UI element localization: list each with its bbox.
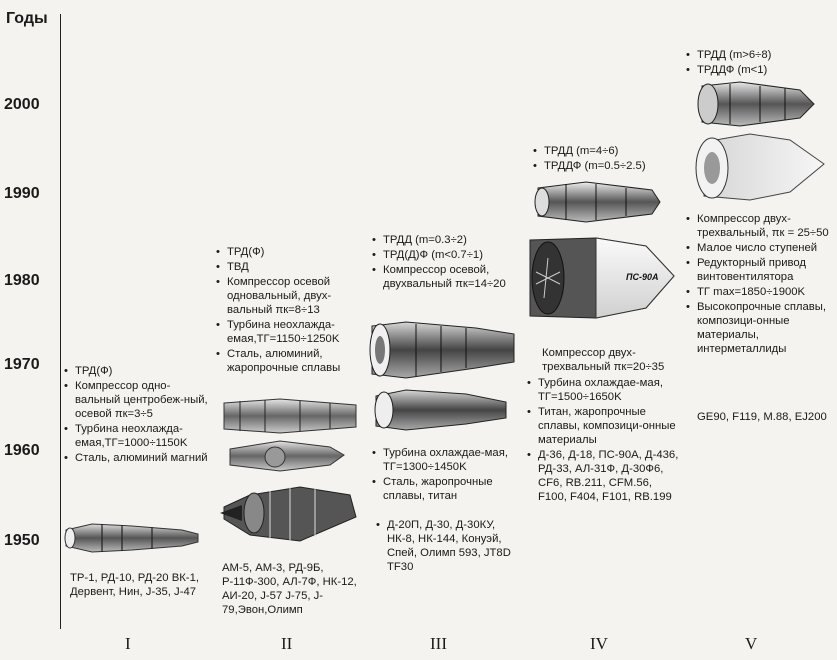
- gen5-engine-images: [690, 80, 830, 210]
- gen5-features: [686, 48, 826, 78]
- feature-item: • Турбина охлаждае-мая, TГ=1300÷1450K: [372, 446, 520, 474]
- feature-item: • ТВД: [216, 260, 364, 274]
- feature-item: • ТРДД (m>6÷8): [686, 48, 826, 62]
- y-axis-line: [60, 14, 61, 629]
- gen3-engine-images: [366, 318, 518, 442]
- gen5-engine-list: GE90, F119, M.88, EJ200: [697, 411, 827, 423]
- gen2-engine-list: АМ-5, АМ-3, РД-9Б, Р-11Ф-300, АЛ-7Ф, НК-12, АИ-20, J-57 J-75, J-79,Эвон,Олимп: [222, 562, 357, 616]
- year-label: 1960: [4, 442, 40, 459]
- feature-item: • Малое число ступеней: [686, 241, 831, 255]
- year-label: 1990: [4, 185, 40, 202]
- feature-item: • Турбина неохлажда-емая,TГ=1000÷1150K: [64, 422, 212, 450]
- feature-item: • TГ max=1850÷1900K: [686, 285, 831, 299]
- generation-label-4: IV: [590, 634, 608, 653]
- gen4-features: [533, 144, 683, 174]
- feature-item: • Д-20П, Д-30, Д-30КУ, НК-8, НК-144, Конуэй, Спей, Олимп 593, JT8D TF30: [376, 518, 521, 574]
- feature-item: • Компрессор двух-трехвальный, πк = 25÷50: [686, 212, 831, 240]
- feature-item: • Сталь, жаропрочные сплавы, титан: [372, 475, 520, 503]
- feature-item: • Сталь, алюминий, жаропрочные сплавы: [216, 347, 364, 375]
- feature-item: • Редукторный привод винтовентилятора: [686, 256, 831, 284]
- year-label: 1980: [4, 272, 40, 289]
- ps90-engine-label: ПС-90А: [626, 272, 659, 282]
- feature-item: • Компрессор одно-вальный центробеж-ный, осевой πк=3÷5: [64, 379, 212, 421]
- gen4-features-2: [527, 376, 682, 505]
- generation-label-3: III: [430, 634, 447, 653]
- feature-item: • ТРДДФ (m<1): [686, 63, 826, 77]
- gen3-engine-list: [376, 518, 521, 575]
- year-label: 2000: [4, 96, 40, 113]
- feature-item: • Компрессор осевой одновальный, двух-вальный πк=8÷13: [216, 275, 364, 317]
- gen1-features: [64, 364, 212, 466]
- gen1-engine-list: ТР-1, РД-10, РД-20 ВК-1, Дервент, Нин, J-35, J-47: [70, 572, 199, 598]
- feature-item: • Компрессор осевой, двухвальный πк=14÷20: [372, 263, 520, 291]
- gen1-engine-image: [62, 510, 202, 564]
- feature-item: • Сталь, алюминий магний: [64, 451, 212, 465]
- generation-label-5: V: [745, 634, 758, 653]
- y-axis-title: Годы: [6, 10, 48, 27]
- feature-item: • Турбина охлаждае-мая, TГ=1500÷1650K: [527, 376, 682, 404]
- gen5-features-2: [686, 212, 831, 357]
- generation-label-1: I: [125, 634, 131, 653]
- feature-item: • Д-36, Д-18, ПС-90А, Д-436, РД-33, АЛ-31Ф, Д-30Ф6, CF6, RB.211, CFM.56, F100, F404, F101, RB.199: [527, 448, 682, 504]
- gen2-engine-images: [220, 395, 360, 555]
- year-label: 1950: [4, 532, 40, 549]
- feature-item: • Высокопрочные сплавы, композици-онные материалы, интерметаллиды: [686, 300, 831, 356]
- gen4-compressor: Компрессор двух-трехвальный πк=20÷35: [542, 347, 665, 373]
- gen4-engine-images: [526, 180, 676, 340]
- feature-item: • ТРД(Д)Ф (m<0.7÷1): [372, 248, 520, 262]
- gen3-features: [372, 233, 520, 292]
- generation-label-2: II: [281, 634, 293, 653]
- feature-item: • ТРД(Ф): [64, 364, 212, 378]
- feature-item: • ТРД(Ф): [216, 245, 364, 259]
- feature-item: • Турбина неохлажда-емая,TГ=1150÷1250K: [216, 318, 364, 346]
- gen2-features: [216, 245, 364, 376]
- year-label: 1970: [4, 356, 40, 373]
- gen3-features-2: [372, 446, 520, 504]
- feature-item: • Титан, жаропрочные сплавы, композици-онные материалы: [527, 405, 682, 447]
- feature-item: • ТРДД (m=4÷6): [533, 144, 683, 158]
- feature-item: • ТРДД (m=0.3÷2): [372, 233, 520, 247]
- feature-item: • ТРДДФ (m=0.5÷2.5): [533, 159, 683, 173]
